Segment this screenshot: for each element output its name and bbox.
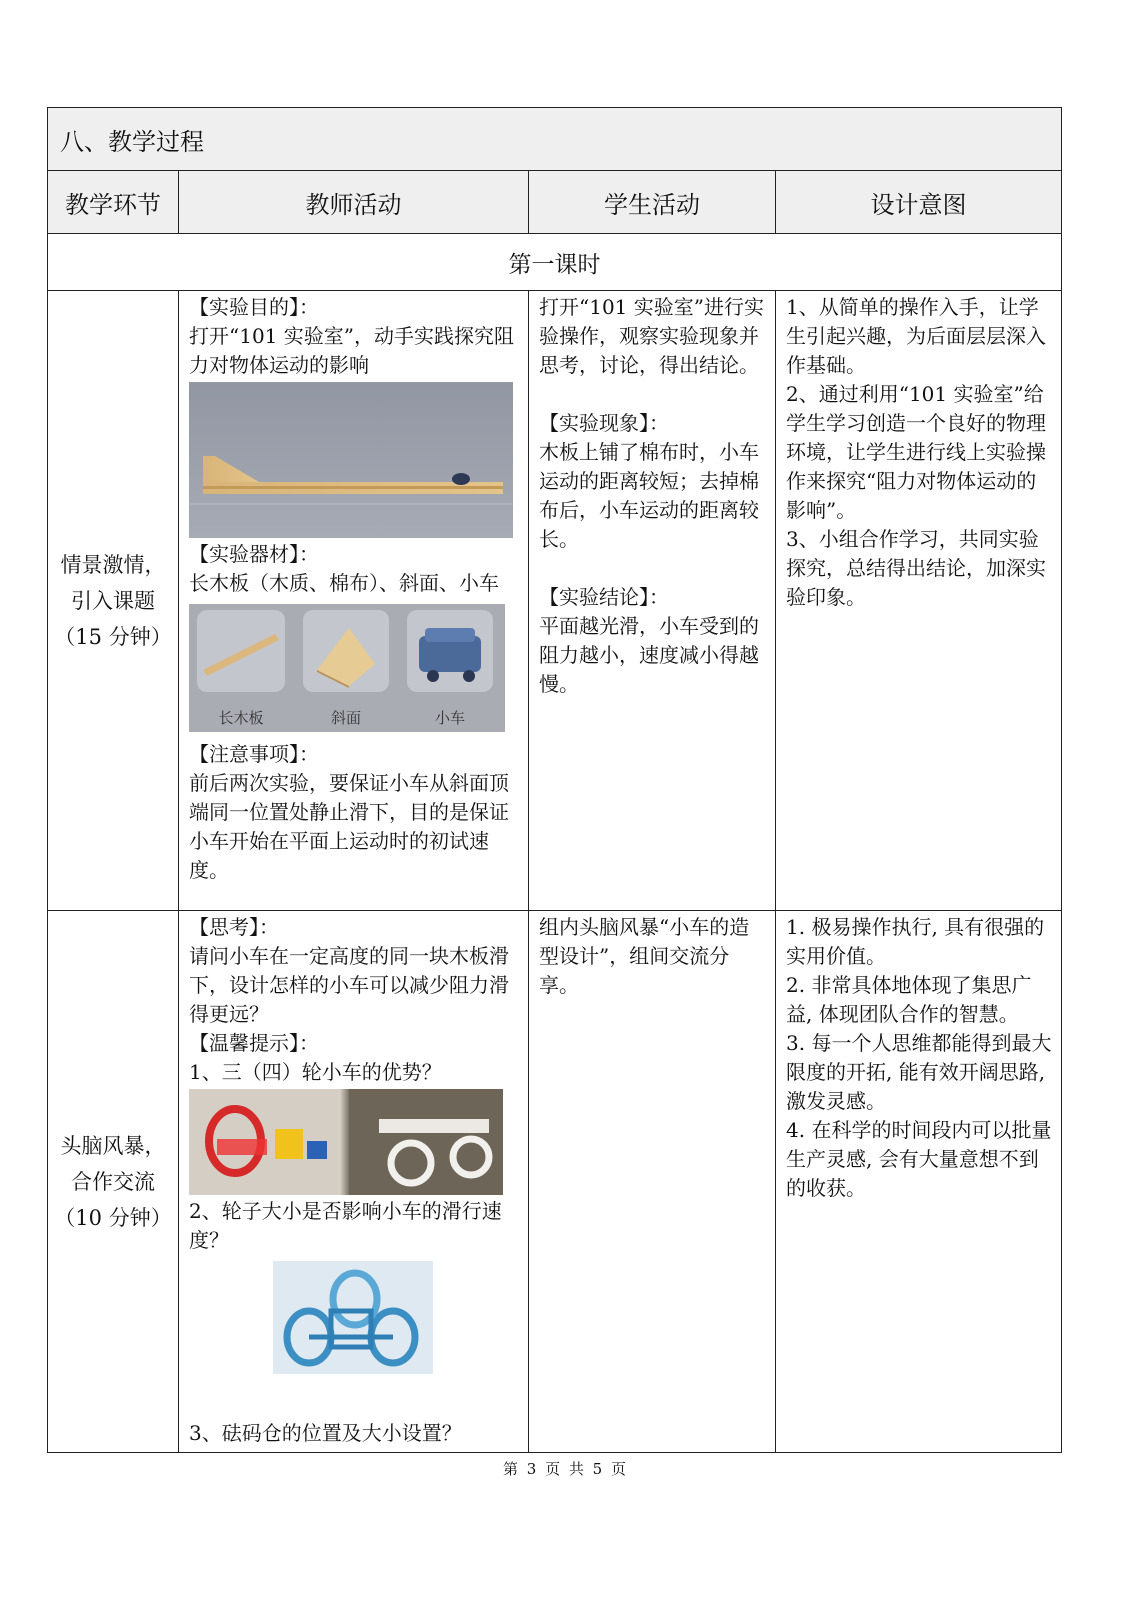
intent-item: 4. 在科学的时间段内可以批量生产灵感, 会有大量意想不到的收获。 xyxy=(786,1118,1052,1200)
tip-1: 1、三（四）轮小车的优势？ xyxy=(189,1060,442,1084)
aim-text: 打开“101 实验室”，动手实践探究阻力对物体运动的影响 xyxy=(189,324,514,377)
model-cars-photo xyxy=(189,1089,503,1195)
phase-cell xyxy=(48,291,179,911)
section-title: 八、教学过程 xyxy=(48,108,1062,171)
period-title: 第一课时 xyxy=(48,234,1062,291)
wheel-chassis-illustration xyxy=(273,1261,433,1374)
materials-text: 长木板（木质、棉布）、斜面、小车 xyxy=(189,571,499,595)
aim-title: 【实验目的】： xyxy=(189,295,319,319)
model-cars-illustration xyxy=(189,1089,503,1195)
intent-item: 1、从简单的操作入手，让学生引起兴趣，为后面层层深入作基础。 xyxy=(786,295,1046,377)
think-title: 【思考】： xyxy=(189,915,279,939)
conclusion-text: 平面越光滑，小车受到的阻力越小，速度减小得越慢。 xyxy=(539,614,759,696)
phase-line: 情景激情， xyxy=(60,552,166,577)
design-intent-cell xyxy=(776,291,1062,911)
conclusion-title: 【实验结论】： xyxy=(539,585,669,609)
tips-title: 【温馨提示】： xyxy=(189,1031,319,1055)
material-label-cart: 小车 xyxy=(434,709,465,727)
material-label-board: 长木板 xyxy=(218,709,264,727)
intent-item: 3、小组合作学习，共同实验探究，总结得出结论，加深实验印象。 xyxy=(786,527,1046,609)
student-activity-cell xyxy=(529,291,776,911)
page-footer: 第 3 页 共 5 页 xyxy=(503,1460,628,1478)
teaching-process-table xyxy=(47,107,1062,1453)
notes-title: 【注意事项】： xyxy=(189,742,319,766)
header-teacher-activity: 教师活动 xyxy=(179,171,529,234)
teaching-process-table-wrapper xyxy=(47,107,1061,1453)
design-intent-cell xyxy=(776,911,1062,1453)
tip-2: 2、轮子大小是否影响小车的滑行速度？ xyxy=(189,1199,502,1252)
header-student-activity: 学生活动 xyxy=(529,171,776,234)
incline-experiment-image xyxy=(189,382,513,538)
student-activity-cell xyxy=(529,911,776,1453)
tip-3: 3、砝码仓的位置及大小设置？ xyxy=(189,1421,462,1445)
table-row xyxy=(48,291,1062,911)
phase-line: 合作交流 xyxy=(71,1169,155,1194)
header-design-intent: 设计意图 xyxy=(776,171,1062,234)
student-intro: 打开“101 实验室”进行实验操作，观察实验现象并思考，讨论，得出结论。 xyxy=(539,295,764,377)
phase-duration: （15 分钟） xyxy=(54,624,172,649)
wheel-chassis-image xyxy=(273,1261,433,1374)
intent-item: 1. 极易操作执行, 具有很强的实用价值。 xyxy=(786,915,1045,968)
materials-image xyxy=(189,604,505,732)
header-phase: 教学环节 xyxy=(48,171,179,234)
think-text: 请问小车在一定高度的同一块木板滑下，设计怎样的小车可以减少阻力滑得更远？ xyxy=(189,944,509,1026)
materials-icons xyxy=(189,604,505,700)
materials-title: 【实验器材】： xyxy=(189,542,319,566)
incline-scene-illustration xyxy=(189,382,513,538)
table-row xyxy=(48,911,1062,1453)
intent-item: 3. 每一个人思维都能得到最大限度的开拓, 能有效开阔思路, 激发灵感。 xyxy=(786,1031,1052,1113)
material-label-incline: 斜面 xyxy=(330,709,361,727)
phase-cell xyxy=(48,911,179,1453)
notes-text: 前后两次实验，要保证小车从斜面顶端同一位置处静止滑下，目的是保证小车开始在平面上运动时的初试速度。 xyxy=(189,771,509,882)
phase-line: 引入课题 xyxy=(71,588,155,613)
phase-duration: （10 分钟） xyxy=(54,1205,172,1230)
phenomenon-text: 木板上铺了棉布时，小车运动的距离较短；去掉棉布后，小车运动的距离较长。 xyxy=(539,440,759,551)
teacher-activity-cell xyxy=(179,291,529,911)
phenomenon-title: 【实验现象】： xyxy=(539,411,669,435)
teacher-activity-cell xyxy=(179,911,529,1453)
student-text: 组内头脑风暴“小车的造型设计”，组间交流分享。 xyxy=(539,915,750,997)
intent-item: 2、通过利用“101 实验室”给学生学习创造一个良好的物理环境，让学生进行线上实验操作来探究“阻力对物体运动的影响”。 xyxy=(786,382,1046,522)
phase-line: 头脑风暴， xyxy=(60,1133,166,1158)
intent-item: 2. 非常具体地体现了集思广益, 体现团队合作的智慧。 xyxy=(786,973,1032,1026)
